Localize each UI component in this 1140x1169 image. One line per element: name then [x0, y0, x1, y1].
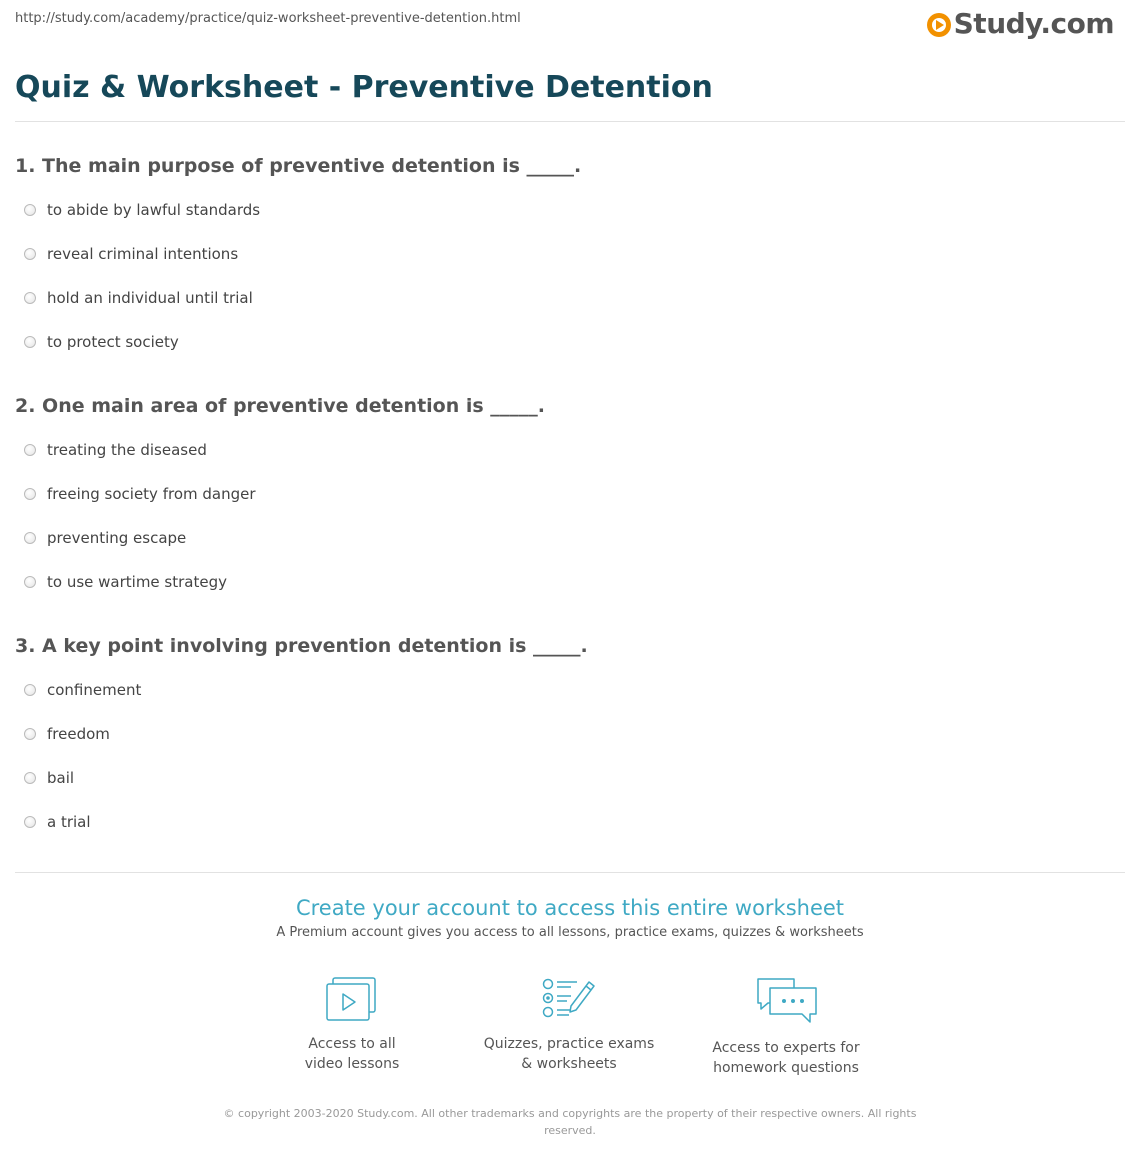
feature-label: Quizzes, practice exams & worksheets: [483, 1036, 655, 1072]
radio-button[interactable]: [24, 684, 36, 696]
radio-button[interactable]: [24, 444, 36, 456]
divider: [15, 872, 1125, 873]
radio-button[interactable]: [24, 576, 36, 588]
answer-label: to use wartime strategy: [47, 573, 227, 591]
copyright-notice: © copyright 2003-2020 Study.com. All other trademarks and copyrights are the property of their respective owners. All rights reserved.: [223, 1107, 917, 1137]
answer-option[interactable]: [24, 756, 588, 800]
answer-option[interactable]: [24, 800, 588, 844]
question-1: [15, 155, 581, 364]
question-text: 1. The main purpose of preventive detention is _____.: [15, 155, 582, 177]
radio-button[interactable]: [24, 816, 36, 828]
answer-label: preventing escape: [47, 529, 187, 547]
cta-subtitle: A Premium account gives you access to all lessons, practice exams, quizzes & worksheets: [276, 925, 864, 940]
divider: [15, 121, 1125, 122]
question-3: [15, 635, 588, 844]
question-text: 2. One main area of preventive detention is _____.: [15, 395, 546, 417]
feature-video-lessons: [252, 976, 452, 1074]
answer-label: reveal criminal intentions: [47, 245, 239, 263]
answer-label: to protect society: [47, 333, 179, 351]
question-2: [15, 395, 545, 604]
answer-label: freedom: [47, 725, 110, 743]
question-text: 3. A key point involving prevention detention is _____.: [15, 635, 588, 657]
radio-button[interactable]: [24, 772, 36, 784]
answer-option[interactable]: [24, 668, 588, 712]
radio-button[interactable]: [24, 728, 36, 740]
answer-label: treating the diseased: [47, 441, 207, 459]
radio-button[interactable]: [24, 488, 36, 500]
quiz-checklist-icon: [541, 976, 597, 1022]
page-url: http://study.com/academy/practice/quiz-worksheet-preventive-detention.html: [15, 11, 521, 26]
answer-label: confinement: [47, 681, 142, 699]
answer-label: a trial: [47, 813, 91, 831]
feature-label: Access to all video lessons: [304, 1036, 400, 1072]
answer-option[interactable]: [24, 472, 545, 516]
feature-quizzes: [469, 976, 669, 1074]
radio-button[interactable]: [24, 532, 36, 544]
answer-option[interactable]: [24, 276, 581, 320]
answer-option[interactable]: [24, 516, 545, 560]
answer-label: freeing society from danger: [47, 485, 256, 503]
feature-experts: [686, 976, 886, 1078]
answer-label: hold an individual until trial: [47, 289, 253, 307]
answer-option[interactable]: [24, 428, 545, 472]
play-icon: [927, 13, 951, 37]
answer-option[interactable]: [24, 320, 581, 364]
radio-button[interactable]: [24, 336, 36, 348]
feature-label: Access to experts for homework questions: [712, 1040, 860, 1076]
answer-option[interactable]: [24, 232, 581, 276]
answer-label: to abide by lawful standards: [47, 201, 261, 219]
signup-cta: [0, 896, 1140, 940]
answer-label: bail: [47, 769, 75, 787]
page-title: Quiz & Worksheet - Preventive Detention: [15, 70, 713, 105]
study-logo[interactable]: [927, 7, 1114, 40]
answer-option[interactable]: [24, 712, 588, 756]
answer-option[interactable]: [24, 188, 581, 232]
chat-experts-icon: [754, 976, 818, 1026]
cta-title-link[interactable]: Create your account to access this entire worksheet: [295, 896, 845, 920]
radio-button[interactable]: [24, 248, 36, 260]
answer-option[interactable]: [24, 560, 545, 604]
radio-button[interactable]: [24, 292, 36, 304]
logo-text: Study.com: [953, 7, 1114, 40]
radio-button[interactable]: [24, 204, 36, 216]
video-lessons-icon: [325, 976, 379, 1022]
